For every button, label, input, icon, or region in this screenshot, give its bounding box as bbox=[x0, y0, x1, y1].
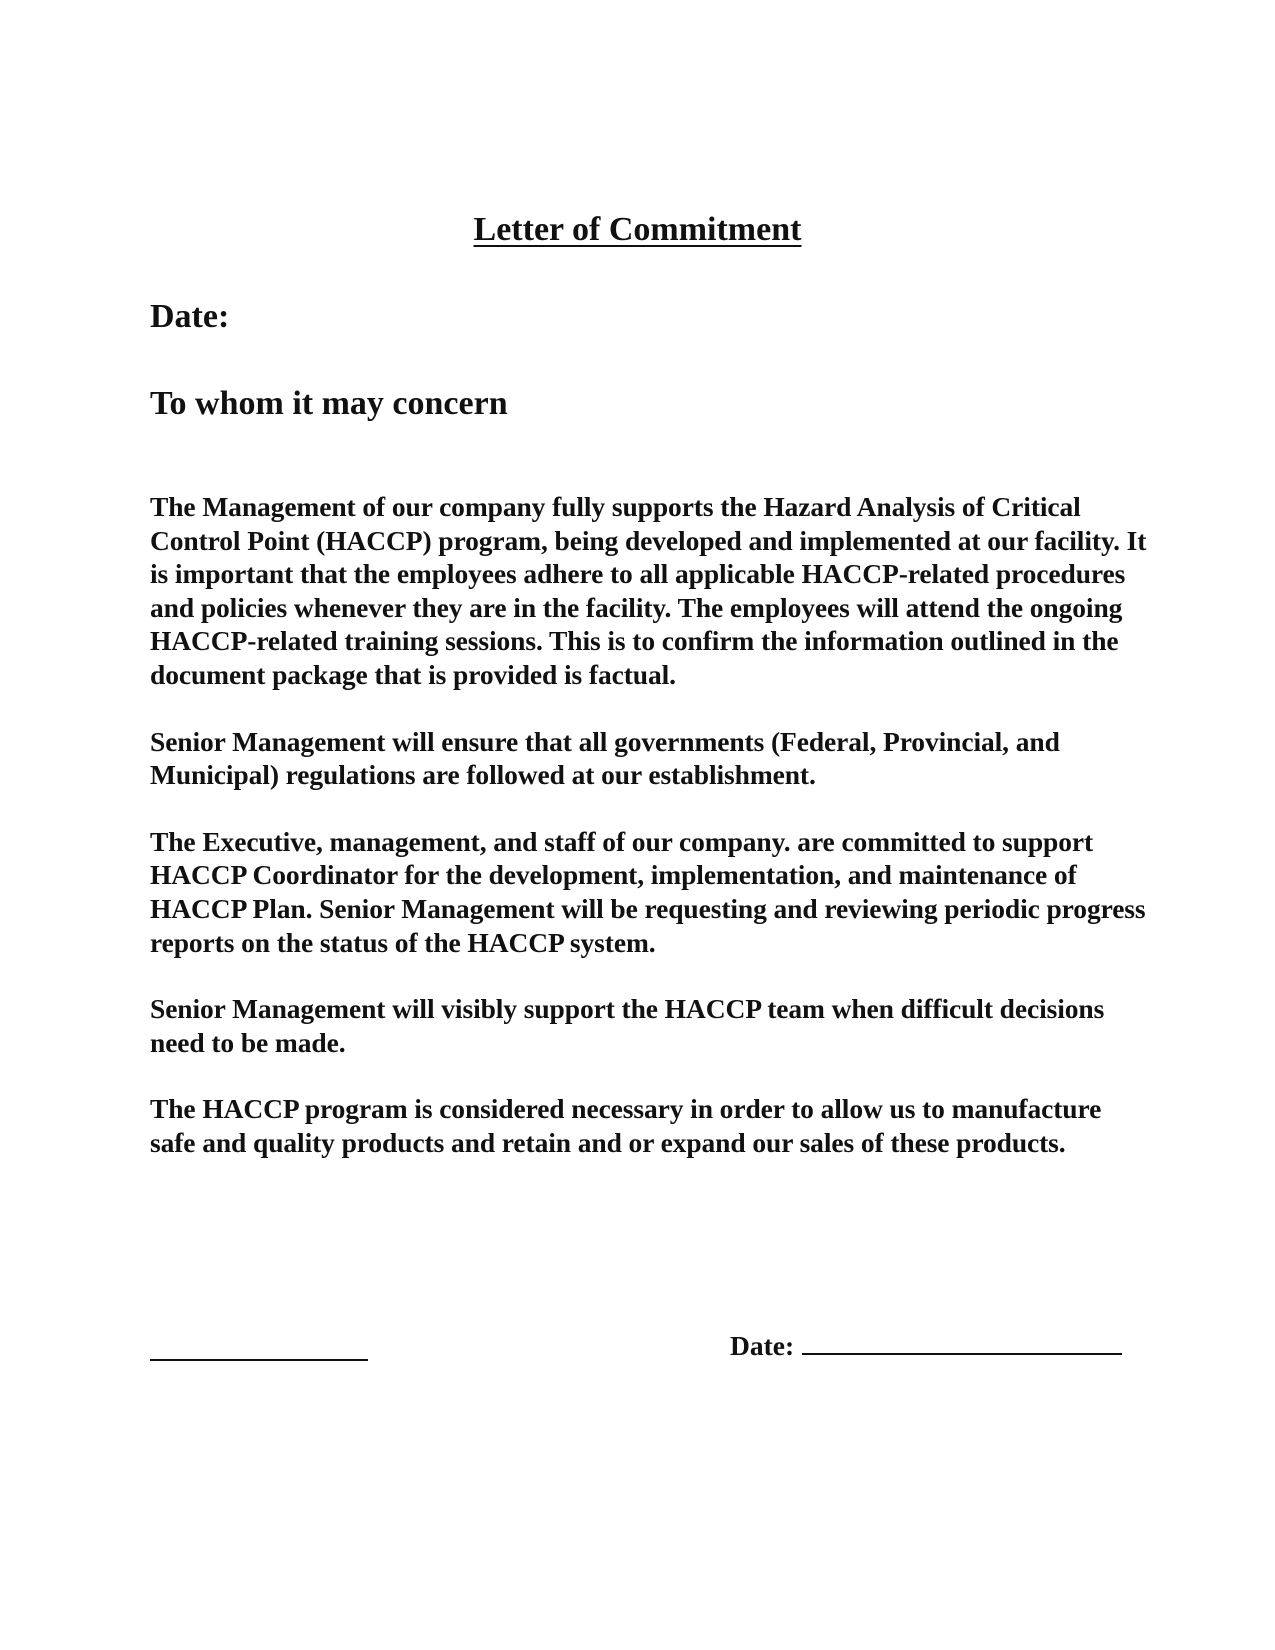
salutation: To whom it may concern bbox=[150, 385, 508, 422]
signature-line bbox=[150, 1325, 368, 1361]
signature-row bbox=[150, 1325, 1150, 1365]
signature-date-label: Date: bbox=[730, 1330, 795, 1361]
signature-date-line bbox=[802, 1325, 1122, 1355]
document-title: Letter of Commitment bbox=[473, 211, 802, 248]
paragraph-commitment: The Executive, management, and staff of our company. are committed to support HACCP Coordinator for the development, implementation, and maintenance of HACCP Plan. Senior Management will be requesting and reviewing periodic progress reports on the status of the HACCP system. bbox=[150, 825, 1146, 958]
paragraph-necessity: The HACCP program is considered necessary in order to allow us to manufacture safe and quality products and retain and or expand our sales of these products. bbox=[150, 1093, 1102, 1158]
letter-body bbox=[150, 490, 1150, 1193]
date-heading: Date: bbox=[150, 298, 230, 335]
paragraph-team-support: Senior Management will visibly support the HACCP team when difficult decisions need to be made. bbox=[150, 993, 1105, 1058]
paragraph-haccp-support: The Management of our company fully supports the Hazard Analysis of Critical Control Point (HACCP) program, being developed and implemented at our facility. It is important that the employees adhere to all applicable HACCP-related procedures and policies whenever they are in the facility. The employees will attend the ongoing HACCP-related training sessions. This is to confirm the information outlined in the document package that is provided is factual. bbox=[150, 491, 1147, 690]
signature-date-field bbox=[730, 1325, 1122, 1364]
paragraph-regulations: Senior Management will ensure that all governments (Federal, Provincial, and Municipal) regulations are followed at our establishment. bbox=[150, 725, 1060, 791]
